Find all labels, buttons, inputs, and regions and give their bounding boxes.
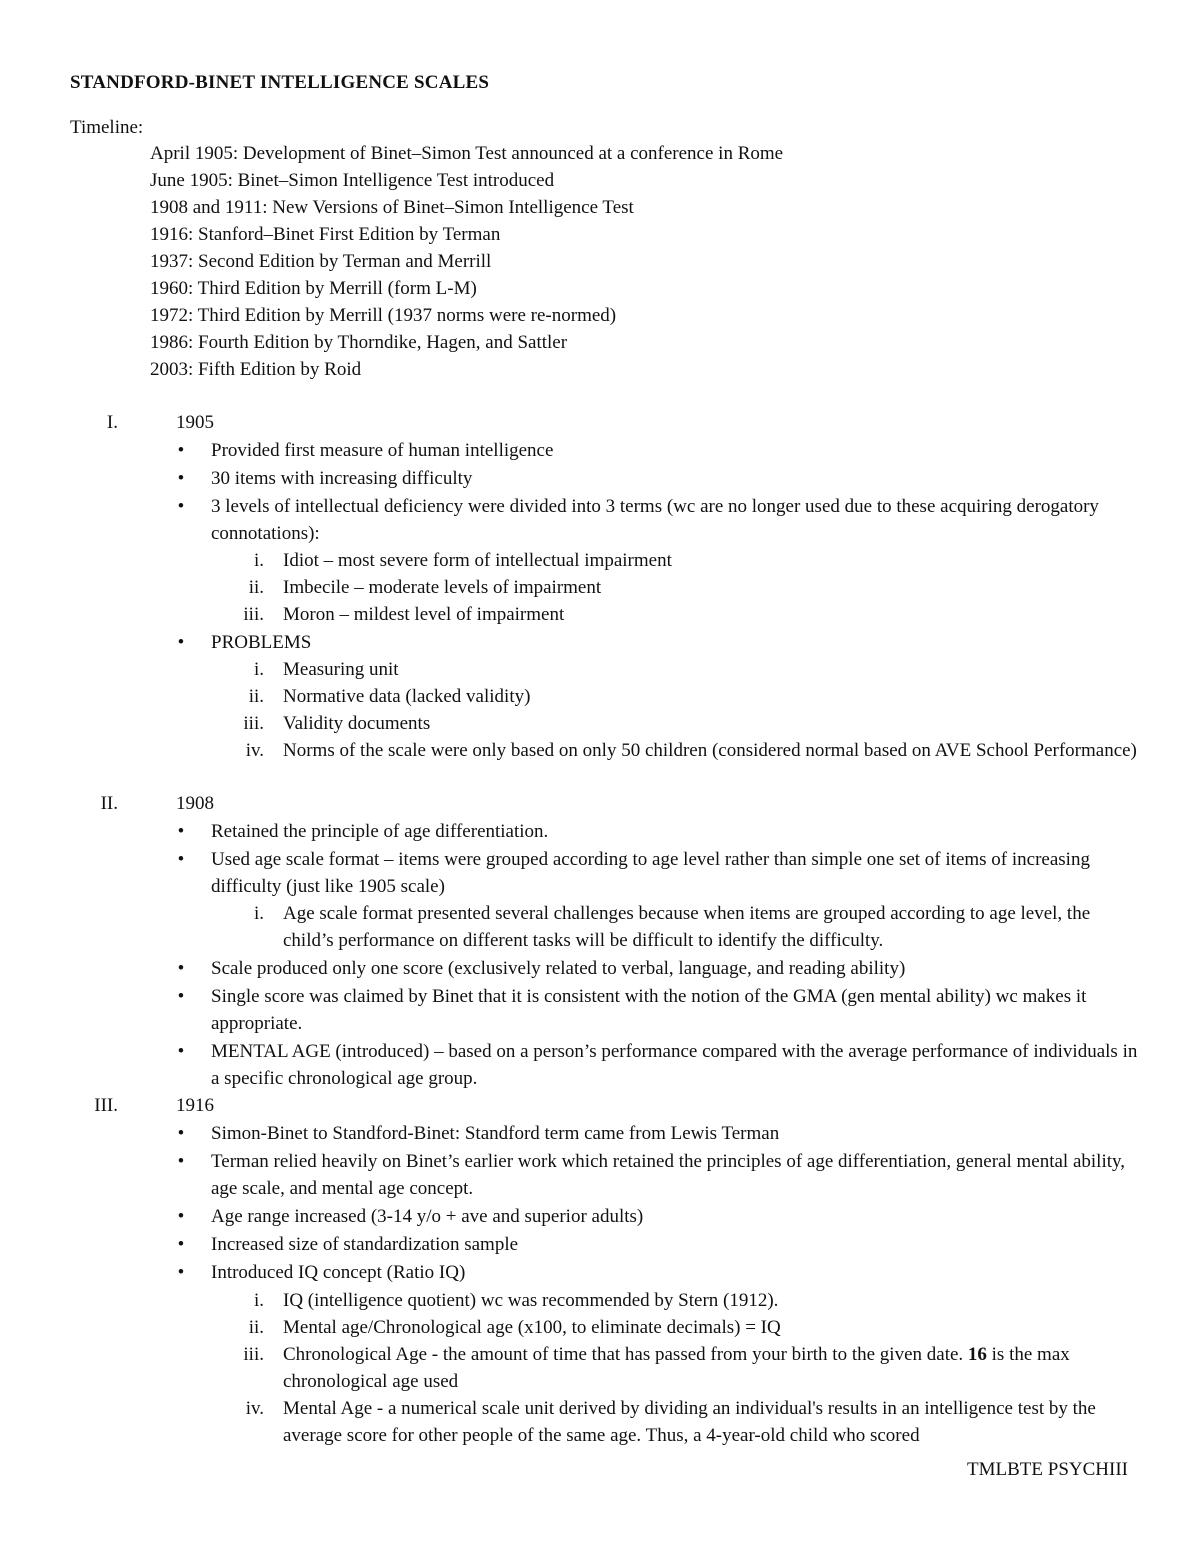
timeline-entry: 1960: Third Edition by Merrill (form L-M): [150, 278, 477, 299]
sub-item: Mental age/Chronological age (x100, to eliminate decimals) = IQ: [283, 1317, 781, 1338]
sub-item: [283, 1341, 1143, 1395]
sub-item: Norms of the scale were only based on only 50 children (considered normal based on AVE School Performance): [283, 740, 1137, 761]
sub-item-text-a: Chronological Age - the amount of time that has passed from your birth to the given date.: [283, 1344, 968, 1365]
timeline-entry: 1916: Stanford–Binet First Edition by Terman: [150, 224, 501, 245]
sub-item: Age scale format presented several challenges because when items are grouped according to age level, the child’s performance on different tasks will be difficult to identify the difficulty.: [283, 903, 1091, 951]
sub-item-numeral: i.: [253, 659, 264, 680]
bullet-item: 30 items with increasing difficulty: [211, 468, 473, 489]
sub-item-numeral: iii.: [243, 713, 264, 734]
timeline-entry: 1908 and 1911: New Versions of Binet–Simon Intelligence Test: [150, 197, 634, 218]
sub-item-numeral: i.: [253, 550, 264, 571]
timeline-entry: April 1905: Development of Binet–Simon Test announced at a conference in Rome: [150, 143, 784, 164]
bullet-item: Introduced IQ concept (Ratio IQ): [211, 1262, 466, 1283]
bullet-icon: •: [177, 440, 185, 461]
bullet-item: 3 levels of intellectual deficiency were divided into 3 terms (wc are no longer used due to these acquiring derogatory connotations):: [211, 496, 1099, 544]
bullet-icon: •: [177, 958, 185, 979]
bullet-icon: •: [177, 1041, 185, 1062]
sub-item-numeral: iv.: [245, 1398, 264, 1419]
bullet-item: Simon-Binet to Standford-Binet: Standford term came from Lewis Terman: [211, 1123, 780, 1144]
bullet-icon: •: [177, 849, 185, 870]
sub-item-numeral: i.: [253, 1290, 264, 1311]
bold-value: 16: [967, 1344, 987, 1365]
timeline-entry: 1986: Fourth Edition by Thorndike, Hagen, and Sattler: [150, 332, 568, 353]
bullet-icon: •: [177, 986, 185, 1007]
section-numeral: III.: [94, 1095, 118, 1116]
sub-item-numeral: iii.: [243, 1344, 264, 1365]
sub-item: Measuring unit: [283, 659, 399, 680]
bullet-item: PROBLEMS: [211, 632, 312, 653]
bullet-icon: •: [177, 632, 185, 653]
bullet-item: MENTAL AGE (introduced) – based on a person’s performance compared with the average performance of individuals in a specific chronological age group.: [211, 1041, 1138, 1089]
bullet-item: Single score was claimed by Binet that it is consistent with the notion of the GMA (gen mental ability) wc makes it appropriate.: [211, 986, 1087, 1034]
sub-item: Validity documents: [283, 713, 431, 734]
bullet-icon: •: [177, 1206, 185, 1227]
sub-item-numeral: iv.: [245, 740, 264, 761]
sub-item: Imbecile – moderate levels of impairment: [283, 577, 602, 598]
document-title: STANDFORD-BINET INTELLIGENCE SCALES: [70, 72, 490, 93]
sub-item-numeral: ii.: [248, 686, 264, 707]
sub-item: IQ (intelligence quotient) wc was recommended by Stern (1912).: [283, 1290, 779, 1311]
sub-item: Moron – mildest level of impairment: [283, 604, 565, 625]
bullet-icon: •: [177, 1234, 185, 1255]
sub-item-numeral: iii.: [243, 604, 264, 625]
sub-item-text-b: is the max chronological age used: [283, 1344, 1070, 1392]
sub-item: Mental Age - a numerical scale unit derived by dividing an individual's results in an intelligence test by the average score for other people of the same age. Thus, a 4-year-old child who scored: [283, 1398, 1096, 1446]
sub-item: Normative data (lacked validity): [283, 686, 531, 707]
timeline-entry: June 1905: Binet–Simon Intelligence Test introduced: [150, 170, 555, 191]
section-numeral: I.: [106, 412, 118, 433]
bullet-icon: •: [177, 1151, 185, 1172]
section-year: 1916: [176, 1095, 214, 1116]
bullet-item: Retained the principle of age differentiation.: [211, 821, 549, 842]
timeline-entry: 1937: Second Edition by Terman and Merrill: [150, 251, 492, 272]
bullet-item: Provided first measure of human intelligence: [211, 440, 554, 461]
section-year: 1905: [176, 412, 214, 433]
bullet-item: Increased size of standardization sample: [211, 1234, 519, 1255]
sub-item-numeral: ii.: [248, 1317, 264, 1338]
page-footer: TMLBTE PSYCHIII: [967, 1459, 1128, 1480]
section-numeral: II.: [100, 793, 118, 814]
section-year: 1908: [176, 793, 214, 814]
timeline-entry: 1972: Third Edition by Merrill (1937 norms were re-normed): [150, 305, 617, 326]
bullet-icon: •: [177, 468, 185, 489]
bullet-item: Age range increased (3-14 y/o + ave and superior adults): [211, 1206, 644, 1227]
sub-item: Idiot – most severe form of intellectual impairment: [283, 550, 672, 571]
bullet-item: Used age scale format – items were grouped according to age level rather than simple one set of items of increasing difficulty (just like 1905 scale): [211, 849, 1090, 897]
bullet-item: Terman relied heavily on Binet’s earlier work which retained the principles of age differentiation, general mental ability, age scale, and mental age concept.: [211, 1151, 1126, 1199]
timeline-label: Timeline:: [70, 117, 144, 138]
bullet-icon: •: [177, 1262, 185, 1283]
sub-item-numeral: i.: [253, 903, 264, 924]
bullet-icon: •: [177, 496, 185, 517]
timeline-entry: 2003: Fifth Edition by Roid: [150, 359, 362, 380]
bullet-item: Scale produced only one score (exclusively related to verbal, language, and reading ability): [211, 958, 906, 979]
bullet-icon: •: [177, 1123, 185, 1144]
sub-item-numeral: ii.: [248, 577, 264, 598]
bullet-icon: •: [177, 821, 185, 842]
